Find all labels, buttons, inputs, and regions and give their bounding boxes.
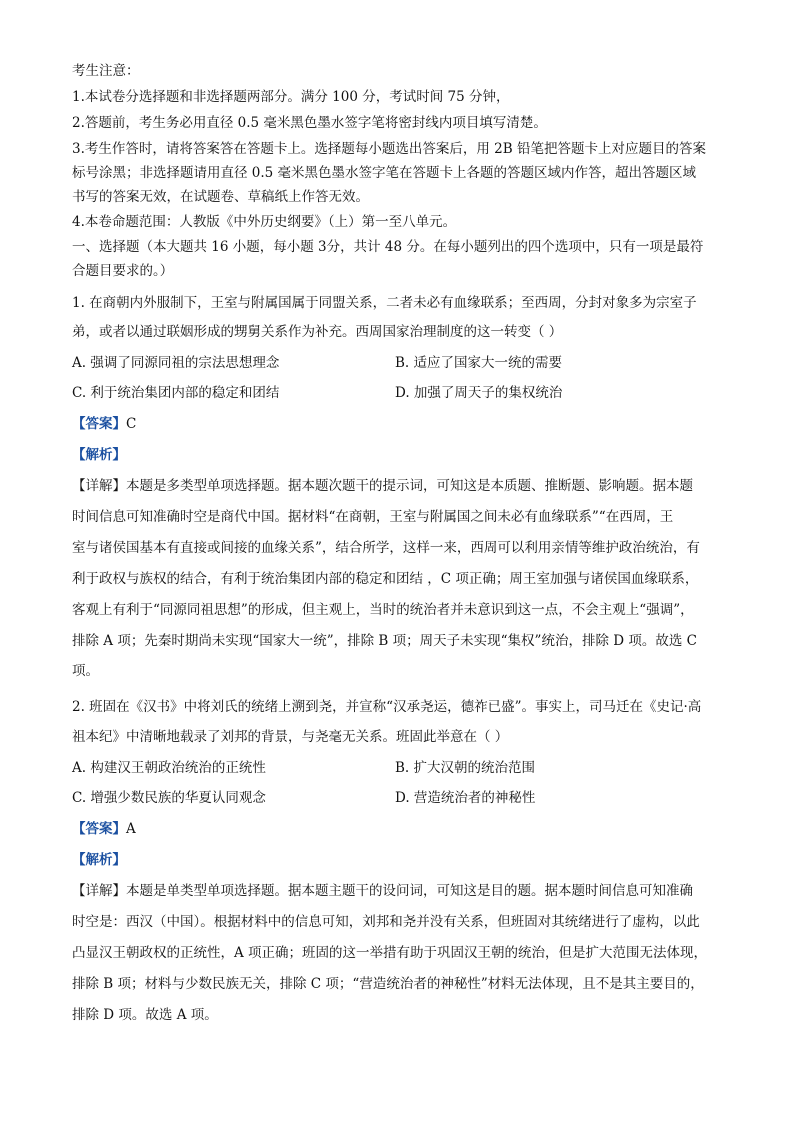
q1-detail-label: 【详解】 (72, 478, 126, 494)
q2-option-d: D. 营造统治者的神秘性 (395, 790, 536, 806)
q1-stem-cont: 弟，或者以通过联姻形成的甥舅关系作为补充。西周国家治理制度的这一转变（ ） (72, 324, 563, 340)
q1-answer: C (126, 416, 137, 432)
notice-item-4: 4.本卷命题范围：人教版《中外历史纲要》（上）第一至八单元。 (72, 214, 457, 230)
q2-option-b: B. 扩大汉朝的统治范围 (395, 760, 536, 776)
notice-title: 考生注意： (72, 63, 140, 79)
q1-option-d: D. 加强了周天子的集权统治 (395, 385, 563, 401)
q2-detail-2: 时空是：西汉（中国）。根据材料中的信息可知，刘邦和尧并没有关系，但班固对其统绪进行了虚构，以此 (72, 914, 700, 930)
notice-item-3: 3.考生作答时，请将答案答在答题卡上。选择题每小题选出答案后，用 2B 铅笔把答题卡上对应题目的答案 (72, 141, 706, 157)
q2-answer-row (72, 820, 136, 838)
q1-detail-3: 室与诸侯国基本有直接或间接的血缘关系”，结合所学，这样一来，西周可以利用亲情等维护政治统治，有 (72, 540, 700, 556)
q2-detail-3: 凸显汉王朝政权的正统性，A 项正确；班固的这一举措有助于巩固汉王朝的统治，但是扩大范围无法体现， (72, 945, 708, 961)
q2-answer-label: 【答案】 (72, 821, 126, 837)
q1-analysis-tag: 【解析】 (72, 447, 126, 463)
q2-option-c: C. 增强少数民族的华夏认同观念 (72, 790, 266, 806)
q1-option-c: C. 利于统治集团内部的稳定和团结 (72, 385, 280, 401)
q1-detail-4: 利于政权与族权的结合，有利于统治集团内部的稳定和团结 ，C 项正确；周王室加强与诸侯国血缘联系， (72, 571, 699, 587)
q1-option-a: A. 强调了同源同祖的宗法思想理念 (72, 355, 280, 371)
q1-answer-row (72, 415, 136, 433)
q2-answer: A (126, 821, 136, 837)
notice-item-2: 2.答题前，考生务必用直径 0.5 毫米黑色墨水签字笔将密封线内项目填写清楚。 (72, 115, 547, 131)
q2-detail-label: 【详解】 (72, 883, 126, 899)
q2-analysis-label (72, 851, 126, 869)
section-heading: 一、选择题（本大题共 16 小题，每小题 3分，共计 48 分。在每小题列出的四个选项中，只有一项是最符 (72, 239, 704, 255)
q1-answer-label: 【答案】 (72, 416, 126, 432)
q1-detail-7: 项。 (72, 663, 99, 679)
notice-item-1: 1.本试卷分选择题和非选择题两部分。满分 100 分，考试时间 75 分钟， (72, 89, 510, 105)
q1-detail-2: 时间信息可知准确时空是商代中国。据材料“在商朝，王室与附属国之间未必有血缘联系”“在西周，王 (72, 509, 674, 525)
q1-option-b: B. 适应了国家大一统的需要 (395, 355, 563, 371)
q1-detail-5: 客观上有利于“同源同祖思想”的形成，但主观上，当时的统治者并未意识到这一点，不会主观上“强调”， (72, 602, 694, 618)
notice-item-3-cont2: 书写的答案无效，在试题卷、草稿纸上作答无效。 (72, 189, 369, 205)
q2-detail-1 (72, 882, 693, 900)
q2-stem-cont: 祖本纪》中清晰地载录了刘邦的背景，与尧毫无关系。班固此举意在（ ） (72, 729, 509, 745)
q1-analysis-label (72, 446, 126, 464)
q2-analysis-tag: 【解析】 (72, 852, 126, 868)
q2-detail-text: 本题是单类型单项选择题。据本题主题干的设问词，可知这是目的题。据本题时间信息可知准确 (126, 883, 693, 899)
q2-detail-5: 排除 D 项。故选 A 项。 (72, 1007, 218, 1023)
q1-detail-text: 本题是多类型单项选择题。据本题次题干的提示词，可知这是本质题、推断题、影响题。据本题 (126, 478, 693, 494)
q2-detail-4: 排除 B 项；材料与少数民族无关，排除 C 项；“营造统治者的神秘性”材料无法体现，且不是其主要目的， (72, 976, 704, 992)
notice-item-3-cont: 标号涂黑；非选择题请用直径 0.5 毫米黑色墨水签字笔在答题卡上各题的答题区域内作答，超出答题区域 (72, 165, 697, 181)
q2-option-a: A. 构建汉王朝政治统治的正统性 (72, 760, 266, 776)
section-heading-cont: 合题目要求的。） (72, 263, 174, 279)
q1-detail-1 (72, 477, 693, 495)
q1-detail-6: 排除 A 项；先秦时期尚未实现“国家大一统”，排除 B 项；周天子未实现“集权”统治，排除 D 项。故选 C (72, 633, 697, 649)
q1-stem: 1. 在商朝内外服制下，王室与附属国属于同盟关系，二者未必有血缘联系；至西周，分封对象多为宗室子 (72, 295, 697, 311)
q2-stem: 2. 班固在《汉书》中将刘氏的统绪上溯到尧，并宣称“汉承尧运，德祚已盛”。事实上，司马迁在《史记·高 (72, 699, 702, 715)
